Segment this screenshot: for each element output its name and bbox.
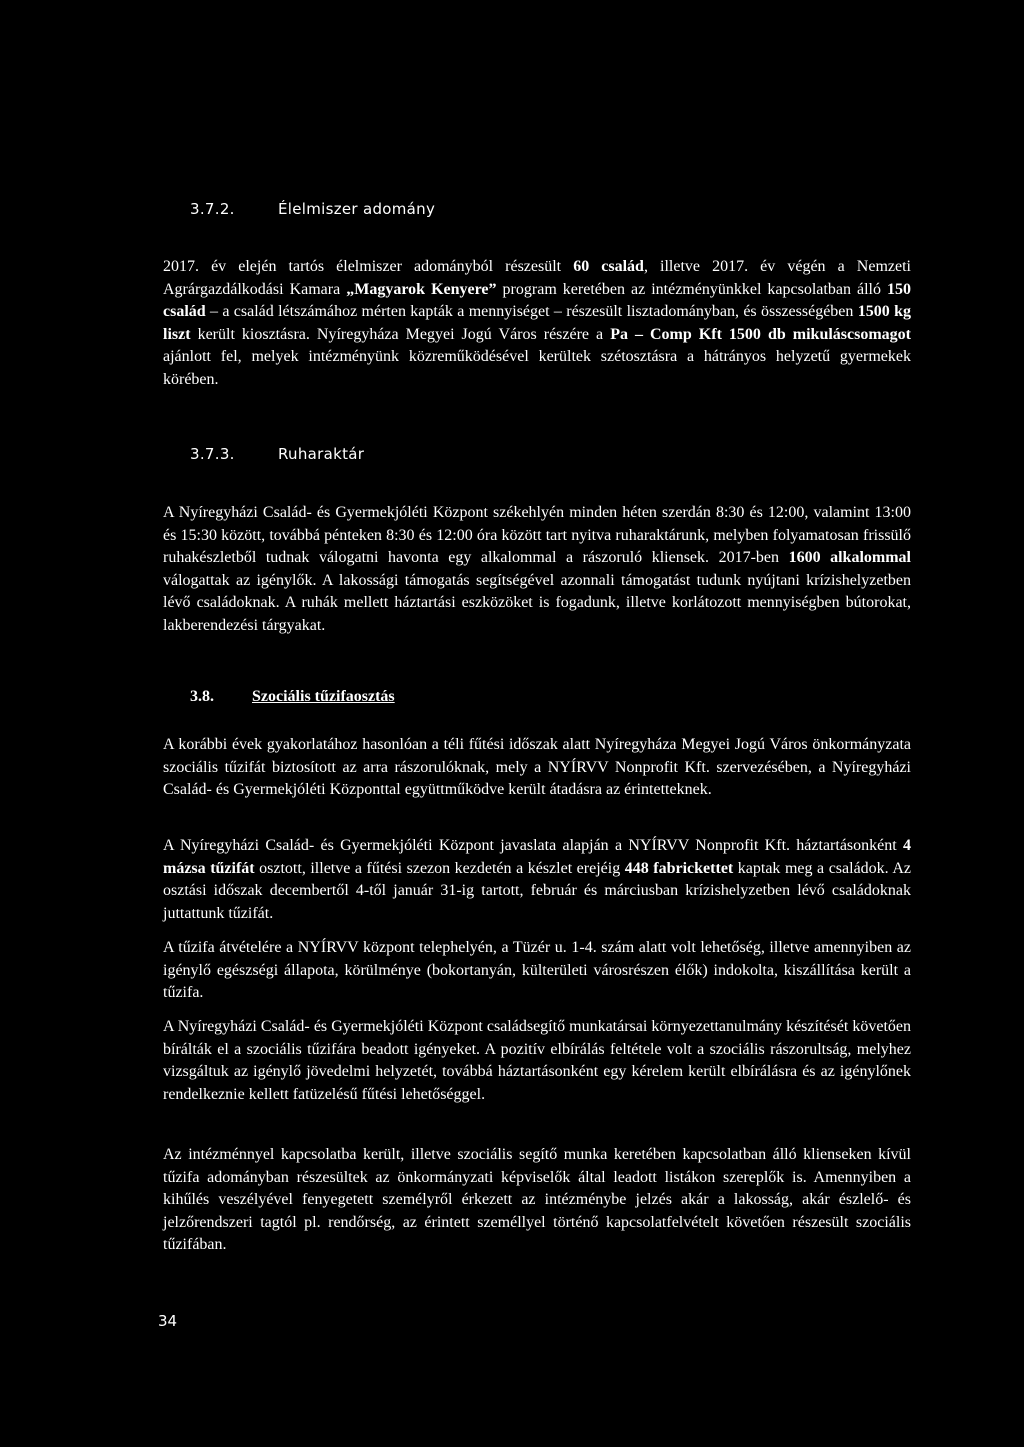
section-heading-3-7-2 bbox=[190, 199, 435, 219]
emphasis: 448 fabrickettet bbox=[624, 859, 734, 877]
paragraph-firewood-evaluation: A Nyíregyházi Család- és Gyermekjóléti Központ családsegítő munkatársai környezettanulmány készítését követően bírálták el a szociális tűzifára beadott igényeket. A pozitív elbírálás feltétele volt a szociális rászorultság, melyhez vizsgáltuk az igénylő jövedelmi helyzetét, továbbá háztartásonként egy kérelem került elbírálásra és az igénylőnek rendelkeznie kellett fatüzelésű fűtési lehetőséggel. bbox=[163, 1018, 911, 1103]
section-title: Élelmiszer adomány bbox=[278, 200, 436, 218]
page-number: 34 bbox=[158, 1312, 178, 1330]
paragraph-firewood-pickup: A tűzifa átvételére a NYÍRVV központ telephelyén, a Tüzér u. 1-4. szám alatt volt lehetőség, illetve amennyiben az igénylő egészségi állapota, körülménye (bokortanyán, külterületi városrészen élők) indokolta, kiszállítása került a tűzifa. bbox=[163, 939, 911, 1001]
emphasis: 1600 alkalommal bbox=[788, 549, 912, 566]
section-heading-3-7-3 bbox=[190, 444, 364, 464]
emphasis: 1500 kg liszt bbox=[163, 303, 911, 343]
section-heading-3-8 bbox=[190, 687, 395, 707]
section-number: 3.8. bbox=[190, 688, 214, 705]
emphasis: 150 család bbox=[163, 280, 911, 320]
emphasis: Pa – Comp Kft 1500 db mikuláscsomagot bbox=[610, 325, 911, 343]
paragraph-firewood-amounts: A Nyíregyházi Család- és Gyermekjóléti Központ javaslata alapján a NYÍRVV Nonprofit Kft. háztartásonként 4 mázsa tűzifát osztott, illetve a fűtési szezon kezdetén a készlet erejéig 448 fabrickettet kaptak meg a családok. Az osztási időszak decembertől 4-től január 31-ig tartott, február és márciusban krízishelyzetben lévő családoknak juttattunk tűzifát. bbox=[163, 837, 911, 922]
paragraph-firewood-other-recipients: Az intézménnyel kapcsolatba került, illetve szociális segítő munka keretében kapcsolatban álló klienseken kívül tűzifa adományban részesültek az önkormányzati képviselők által leadott listákon szereplők is. Amennyiben a kihűlés veszélyével fenyegetett személyről érkezett az intézménybe jelzés akár a lakosság, akár észlelő- és jelzőrendszeri tagtól pl. rendőrség, az érintett személlyel történő kapcsolatfelvételt követően részesült szociális tűzifában. bbox=[163, 1146, 911, 1253]
paragraph-food-donation: 2017. év elején tartós élelmiszer adományból részesült 60 család, illetve 2017. év végén a Nemzeti Agrárgazdálkodási Kamara „Magyarok Kenyere” program keretében az intézményünkkel kapcsolatban álló 150 család – a család létszámához mérten kapták a mennyiséget – részesült lisztadományban, és összességében 1500 kg liszt került kiosztásra. Nyíregyháza Megyei Jogú Város részére a Pa – Comp Kft 1500 db mikuláscsomagot ajánlott fel, melyek intézményünk közreműködésével kerültek szétosztásra a hátrányos helyzetű gyermekek körében. bbox=[163, 258, 912, 388]
section-number: 3.7.3. bbox=[190, 445, 235, 463]
emphasis: 4 mázsa tűzifát bbox=[163, 837, 911, 877]
paragraph-clothing-store: A Nyíregyházi Család- és Gyermekjóléti Központ székehlyén minden héten szerdán 8:30 és 12:00, valamint 13:00 és 15:30 között, továbbá pénteken 8:30 és 12:00 óra között tart nyitva ruharaktárunk, melyben folyamatosan frissülő ruhakészletből tudnak válogatni havonta egy alkalommal a rászoruló kliensek. 2017-ben 1600 alkalommal válogattak az igénylők. A lakossági támogatás segítségével azonnali támogatást tudunk nyújtani krízishelyzetben lévő családoknak. A ruhák mellett háztartási eszközöket is fogadunk, illetve korlátozott mennyiségben bútorokat, lakberendezési tárgyakat. bbox=[163, 504, 912, 634]
section-title: Szociális tűzifaosztás bbox=[252, 688, 395, 705]
paragraph-firewood-intro: A korábbi évek gyakorlatához hasonlóan a téli fűtési időszak alatt Nyíregyháza Megyei Jogú Város önkormányzata szociális tűzifát biztosított az arra rászorulóknak, mely a NYÍRVV Nonprofit Kft. szervezésében, a Nyíregyházi Család- és Gyermekjóléti Központtal együttműködve került átadásra az érintetteknek. bbox=[163, 736, 911, 798]
section-number: 3.7.2. bbox=[190, 200, 235, 218]
section-title: Ruharaktár bbox=[278, 445, 365, 463]
emphasis: 60 család bbox=[573, 258, 644, 275]
emphasis: „Magyarok Kenyere” bbox=[346, 280, 497, 298]
